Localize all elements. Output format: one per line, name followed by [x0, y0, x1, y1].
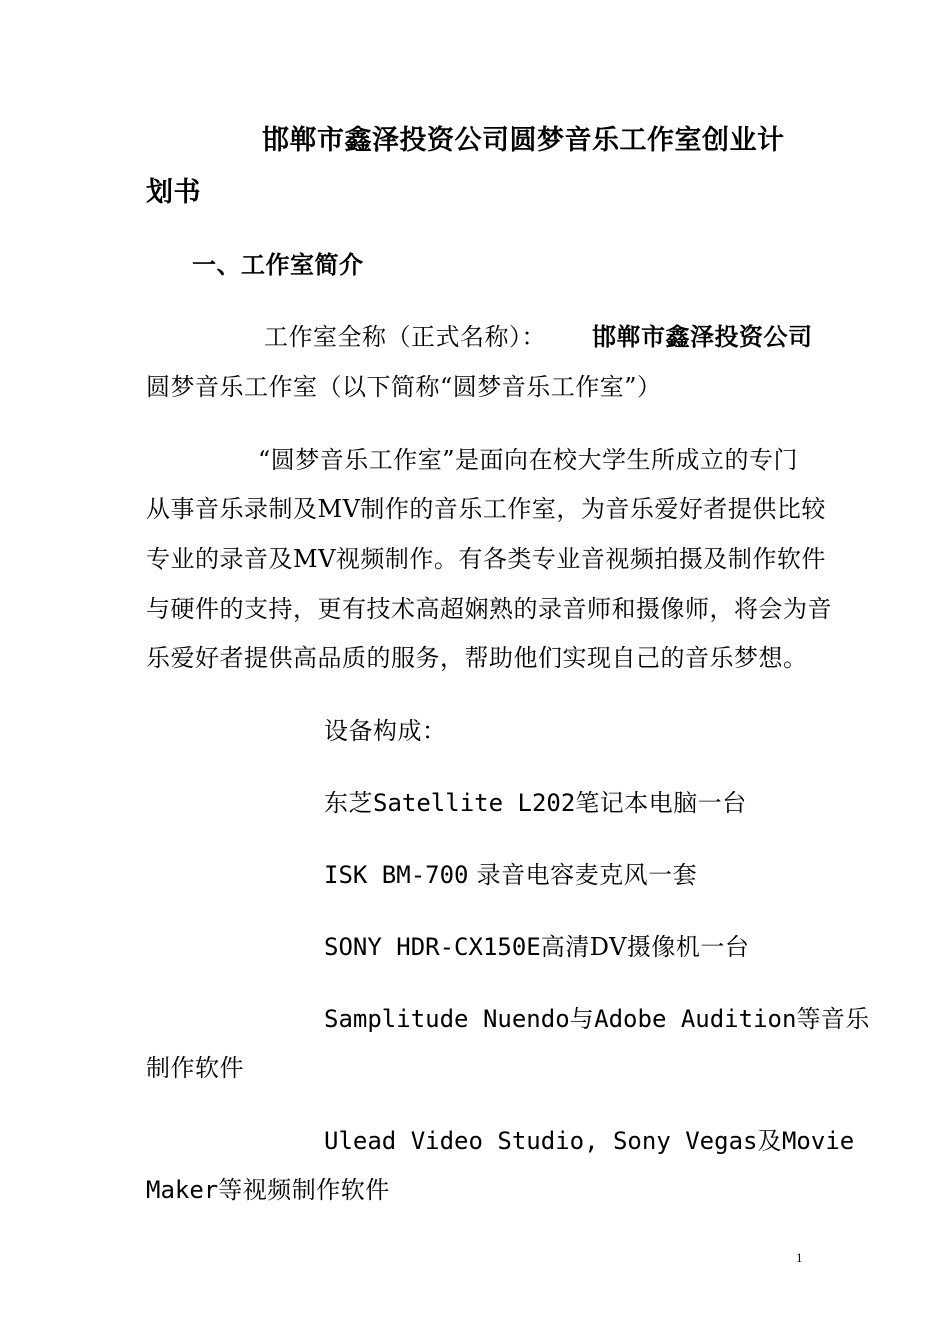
fullname-value: 邯郸市鑫泽投资公司 [592, 323, 813, 351]
document-title-line-1: 邯郸市鑫泽投资公司圆梦音乐工作室创业计 [262, 125, 785, 156]
fullname-label: 工作室全称（正式名称）： [264, 323, 546, 351]
fullname-continuation: 圆梦音乐工作室（以下简称“圆梦音乐工作室”） [146, 373, 662, 401]
item-3-suffix: 高清DV摄像机一台 [540, 933, 750, 961]
item-5-software: Ulead Video Studio, Sony Vegas [324, 1127, 758, 1155]
equipment-item-5 [324, 1126, 854, 1156]
item-4-suffix: 等音乐 [796, 1005, 870, 1033]
equipment-item-2 [324, 860, 697, 890]
equipment-item-3 [324, 932, 749, 962]
equipment-item-4 [324, 1004, 870, 1034]
item-4-model: Samplitude Nuendo [324, 1005, 570, 1033]
intro-line-3: 专业的录音及MV视频制作。有各类专业音视频拍摄及制作软件 [146, 545, 826, 573]
item-2-model: ISK BM-700 [324, 861, 469, 889]
equipment-label: 设备构成： [324, 717, 447, 745]
item-3-model: SONY HDR-CX150E [324, 933, 541, 961]
equipment-item-5-continuation [146, 1175, 390, 1205]
item-5-and: 及 [757, 1127, 782, 1155]
item-4-mid: 与 [569, 1005, 595, 1033]
item-1-model: Satellite L202 [373, 789, 576, 817]
item-5-movie: Movie [781, 1127, 855, 1155]
equipment-item-1 [324, 788, 747, 818]
intro-line-2: 从事音乐录制及MV制作的音乐工作室，为音乐爱好者提供比较 [146, 495, 826, 523]
item-1-suffix: 笔记本电脑一台 [575, 789, 747, 817]
page-number: 1 [796, 1250, 803, 1265]
section-heading: 一、工作室简介 [192, 251, 364, 279]
equipment-item-4-continuation: 制作软件 [146, 1054, 244, 1082]
item-2-suffix: 录音电容麦克风一套 [468, 861, 698, 889]
intro-line-1: “圆梦音乐工作室”是面向在校大学生所成立的专门 [258, 446, 799, 474]
intro-line-5: 乐爱好者提供高品质的服务，帮助他们实现自己的音乐梦想。 [146, 644, 808, 672]
intro-line-4: 与硬件的支持，更有技术高超娴熟的录音师和摄像师，将会为音 [146, 595, 832, 623]
item-5-maker: Maker [146, 1176, 219, 1204]
item-5-suffix: 等视频制作软件 [218, 1176, 390, 1204]
document-title-line-2: 划书 [146, 177, 201, 208]
item-1-prefix: 东芝 [324, 789, 373, 817]
fullname-line [264, 322, 813, 352]
item-4-model-2: Adobe Audition [594, 1005, 797, 1033]
